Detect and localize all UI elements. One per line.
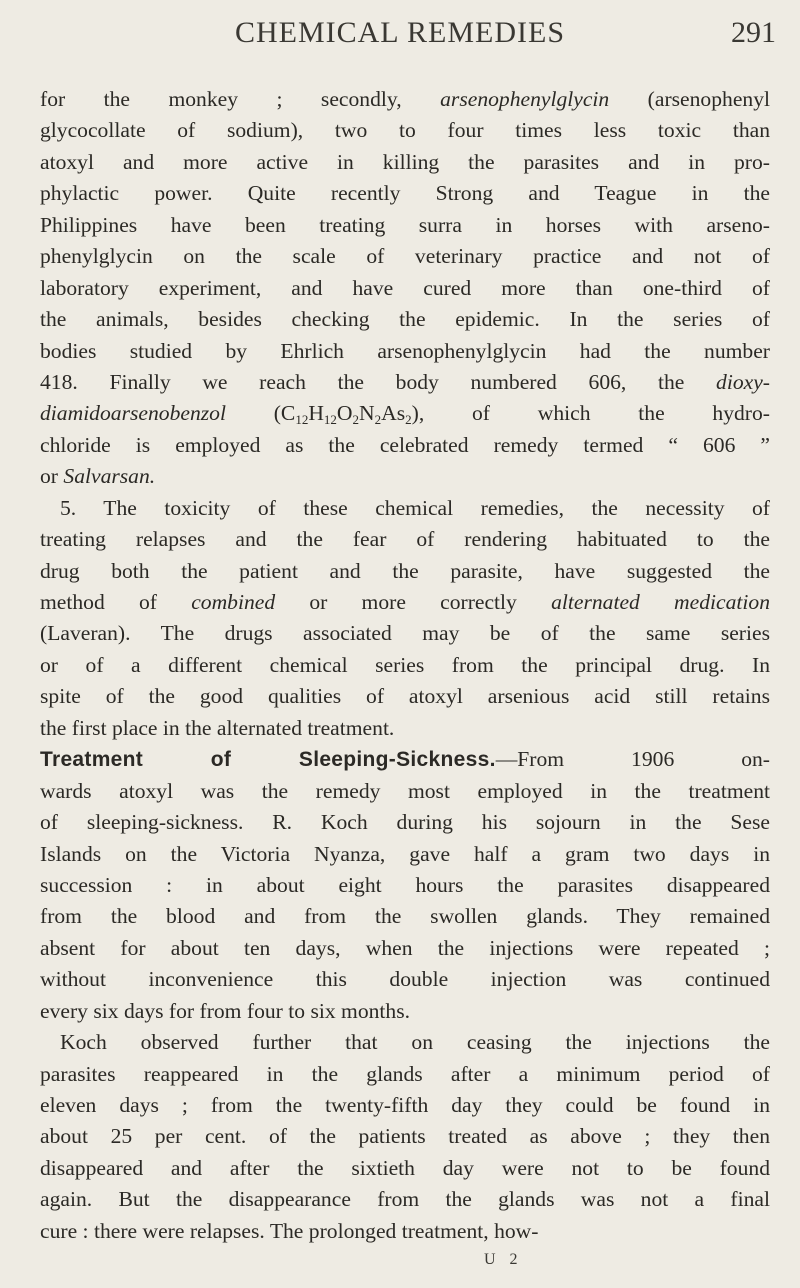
text-line: [40, 84, 770, 115]
text-run: (C: [225, 401, 296, 426]
text-run: ), of which the hydro-: [411, 401, 770, 426]
text-line: [40, 241, 770, 272]
text-line: [40, 556, 770, 587]
italic-term: combined: [191, 590, 276, 614]
text-run: from the blood and from the swollen glands. They remained: [40, 904, 770, 929]
text-run: (arsenophenyl: [609, 87, 771, 111]
text-run: 5. The toxicity of these chemical remedies, the necessity of: [60, 495, 770, 520]
text-run: spite of the good qualities of atoxyl arsenious acid still retains: [40, 684, 770, 709]
text-line: [40, 1121, 770, 1152]
text-line: [40, 870, 770, 901]
text-run: again. But the disappearance from the glands was not a final: [40, 1187, 770, 1212]
text-line: [40, 650, 770, 681]
text-run: method of: [40, 590, 192, 614]
text-run: of sleeping-sickness. R. Koch during his sojourn in the Sese: [40, 810, 770, 835]
text-line: [40, 587, 770, 618]
text-run: 418. Finally we reach the body numbered 606, the: [40, 369, 717, 394]
text-run: cure : there were relapses. The prolonged treatment, how-: [40, 1218, 539, 1243]
text-run: N: [359, 401, 375, 426]
text-line: [40, 839, 770, 870]
text-run: the first place in the alternated treatment.: [40, 715, 395, 740]
text-run: H: [308, 401, 324, 426]
italic-term: Salvarsan.: [63, 464, 156, 489]
italic-term: arsenophenylglycin: [440, 87, 610, 111]
text-line: [40, 964, 770, 995]
body-text: [40, 84, 770, 1247]
text-line: [40, 367, 770, 398]
text-run: succession : in about eight hours the parasites disappeared: [40, 872, 770, 897]
text-line: [40, 1153, 770, 1184]
text-run: or: [40, 464, 64, 489]
italic-term: dioxy-: [716, 369, 770, 394]
text-run: As: [381, 401, 406, 426]
text-run: (Laveran). The drugs associated may be of the same series: [40, 621, 770, 646]
subscript: 12: [295, 412, 309, 428]
text-line: [40, 524, 770, 555]
text-run: eleven days ; from the twenty-fifth day they could be found in: [40, 1093, 770, 1117]
text-line: [40, 933, 770, 964]
text-line: [40, 304, 770, 335]
text-run: O: [336, 401, 353, 426]
text-line: [40, 1027, 770, 1058]
text-run: or of a different chemical series from the principal drug. In: [40, 652, 770, 677]
text-run: Philippines have been treating surra in horses with arseno-: [40, 212, 770, 237]
text-run: —From 1906 on-: [495, 747, 770, 772]
text-line: [40, 1090, 770, 1121]
text-run: treating relapses and the fear of rendering habituated to the: [40, 527, 770, 552]
text-line: [40, 273, 770, 304]
text-line: [40, 336, 770, 367]
text-line: [40, 210, 770, 241]
text-run: absent for about ten days, when the injections were repeated ;: [40, 935, 770, 960]
text-line: [40, 618, 770, 649]
text-run: every six days for from four to six months.: [40, 998, 411, 1023]
text-run: Koch observed further that on ceasing the injections the: [60, 1030, 770, 1055]
text-run: disappeared and after the sixtieth day were not to be found: [40, 1155, 770, 1180]
text-line: [40, 398, 770, 429]
text-line: [40, 1216, 770, 1247]
text-line: [40, 178, 770, 209]
italic-term: alternated medication: [551, 590, 770, 614]
signature-mark: U 2: [484, 1251, 523, 1268]
text-run: laboratory experiment, and have cured more than one-third of: [40, 275, 770, 300]
text-run: the animals, besides checking the epidemic. In the series of: [40, 307, 770, 332]
text-run: or more correctly: [275, 590, 552, 614]
section-heading: Treatment of Sleeping-Sickness.: [40, 748, 496, 772]
text-line: [40, 901, 770, 932]
text-run: chloride is employed as the celebrated remedy termed “ 606 ”: [40, 432, 770, 457]
text-run: wards atoxyl was the remedy most employed in the treatment: [40, 778, 770, 803]
text-line: [40, 430, 770, 461]
text-line: [40, 807, 770, 838]
text-line: [40, 996, 770, 1027]
text-run: Islands on the Victoria Nyanza, gave half a gram two days in: [40, 841, 770, 866]
subscript: 2: [374, 412, 382, 428]
text-line: [40, 115, 770, 146]
page-number: 291: [731, 16, 776, 49]
italic-term: diamidoarsenobenzol: [40, 401, 226, 426]
text-line: [40, 1059, 770, 1090]
text-line: [40, 744, 770, 775]
text-run: phylactic power. Quite recently Strong and Teague in the: [40, 181, 770, 206]
subscript: 2: [405, 412, 412, 428]
page-header: [0, 8, 800, 60]
text-line: [40, 147, 770, 178]
text-line: [40, 713, 770, 744]
text-run: bodies studied by Ehrlich arsenophenylglycin had the number: [40, 338, 770, 363]
text-run: phenylglycin on the scale of veterinary practice and not of: [40, 244, 770, 269]
subscript: 2: [352, 412, 360, 428]
text-line: [40, 776, 770, 807]
subscript: 12: [323, 412, 337, 428]
running-title: CHEMICAL REMEDIES: [234, 16, 566, 49]
text-run: for the monkey ; secondly,: [40, 87, 441, 111]
text-run: drug both the patient and the parasite, have suggested the: [40, 558, 770, 583]
text-line: [40, 1184, 770, 1215]
text-run: about 25 per cent. of the patients treated as above ; they then: [40, 1124, 770, 1149]
text-run: without inconvenience this double injection was continued: [40, 967, 770, 992]
text-line: [40, 681, 770, 712]
text-run: atoxyl and more active in killing the parasites and in pro-: [40, 149, 770, 174]
text-run: glycocollate of sodium), two to four times less toxic than: [40, 118, 770, 143]
text-run: parasites reappeared in the glands after a minimum period of: [40, 1061, 770, 1086]
text-line: [40, 461, 770, 492]
text-line: [40, 493, 770, 524]
